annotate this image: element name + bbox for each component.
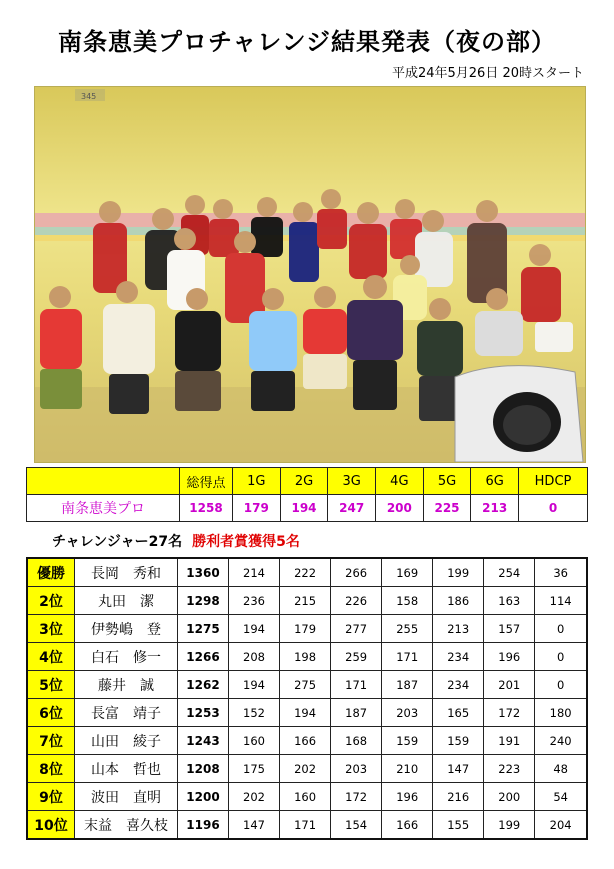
hdcp-cell: 36 bbox=[535, 558, 587, 587]
header-game-3: 3G bbox=[328, 468, 376, 495]
player-name-cell: 山本 哲也 bbox=[75, 755, 178, 783]
game-score-cell: 234 bbox=[433, 643, 484, 671]
total-score-cell: 1360 bbox=[178, 558, 229, 587]
pro-total: 1258 bbox=[180, 495, 233, 522]
game-score-cell: 254 bbox=[484, 558, 535, 587]
game-score-cell: 196 bbox=[382, 783, 433, 811]
rank-cell: 7位 bbox=[27, 727, 75, 755]
game-score-cell: 172 bbox=[484, 699, 535, 727]
challenger-count: チャレンジャー27名 bbox=[52, 534, 183, 550]
results-body bbox=[27, 558, 587, 839]
game-score-cell: 171 bbox=[382, 643, 433, 671]
player-name-cell: 山田 綾子 bbox=[75, 727, 178, 755]
pro-game-6: 213 bbox=[471, 495, 519, 522]
total-score-cell: 1262 bbox=[178, 671, 229, 699]
game-score-cell: 210 bbox=[382, 755, 433, 783]
game-score-cell: 202 bbox=[229, 783, 280, 811]
game-score-cell: 214 bbox=[229, 558, 280, 587]
game-score-cell: 179 bbox=[280, 615, 331, 643]
game-score-cell: 187 bbox=[382, 671, 433, 699]
game-score-cell: 275 bbox=[280, 671, 331, 699]
hdcp-cell: 48 bbox=[535, 755, 587, 783]
hdcp-cell: 180 bbox=[535, 699, 587, 727]
game-score-cell: 191 bbox=[484, 727, 535, 755]
game-score-cell: 223 bbox=[484, 755, 535, 783]
game-score-cell: 266 bbox=[331, 558, 382, 587]
table-row bbox=[27, 643, 587, 671]
game-score-cell: 147 bbox=[433, 755, 484, 783]
game-score-cell: 259 bbox=[331, 643, 382, 671]
game-score-cell: 160 bbox=[229, 727, 280, 755]
game-score-cell: 199 bbox=[433, 558, 484, 587]
table-row bbox=[27, 811, 587, 840]
pro-game-1: 179 bbox=[233, 495, 281, 522]
rank-cell: 8位 bbox=[27, 755, 75, 783]
pro-table-header bbox=[27, 468, 588, 495]
game-score-cell: 171 bbox=[331, 671, 382, 699]
table-row bbox=[27, 755, 587, 783]
table-row bbox=[27, 783, 587, 811]
game-score-cell: 222 bbox=[280, 558, 331, 587]
rank-cell: 9位 bbox=[27, 783, 75, 811]
rank-cell: 3位 bbox=[27, 615, 75, 643]
pro-game-2: 194 bbox=[280, 495, 328, 522]
game-score-cell: 186 bbox=[433, 587, 484, 615]
player-name-cell: 丸田 潔 bbox=[75, 587, 178, 615]
header-game-4: 4G bbox=[376, 468, 424, 495]
game-score-cell: 165 bbox=[433, 699, 484, 727]
rank-cell: 10位 bbox=[27, 811, 75, 840]
event-date: 平成24年5月26日 20時スタート bbox=[391, 66, 584, 81]
pro-name: 南条恵美プロ bbox=[27, 495, 180, 522]
game-score-cell: 201 bbox=[484, 671, 535, 699]
game-score-cell: 187 bbox=[331, 699, 382, 727]
game-score-cell: 171 bbox=[280, 811, 331, 840]
rank-cell: 2位 bbox=[27, 587, 75, 615]
game-score-cell: 158 bbox=[382, 587, 433, 615]
game-score-cell: 157 bbox=[484, 615, 535, 643]
page-title: 南条恵美プロチャレンジ結果発表（夜の部） bbox=[57, 28, 557, 56]
header-game-5: 5G bbox=[423, 468, 471, 495]
group-photo bbox=[34, 86, 586, 463]
header-game-6: 6G bbox=[471, 468, 519, 495]
game-score-cell: 159 bbox=[382, 727, 433, 755]
total-score-cell: 1266 bbox=[178, 643, 229, 671]
total-score-cell: 1253 bbox=[178, 699, 229, 727]
game-score-cell: 202 bbox=[280, 755, 331, 783]
pro-game-3: 247 bbox=[328, 495, 376, 522]
game-score-cell: 196 bbox=[484, 643, 535, 671]
game-score-cell: 152 bbox=[229, 699, 280, 727]
game-score-cell: 226 bbox=[331, 587, 382, 615]
game-score-cell: 203 bbox=[331, 755, 382, 783]
player-name-cell: 末益 喜久枝 bbox=[75, 811, 178, 840]
group-photo-illustration bbox=[35, 87, 585, 462]
total-score-cell: 1208 bbox=[178, 755, 229, 783]
hdcp-cell: 0 bbox=[535, 615, 587, 643]
total-score-cell: 1196 bbox=[178, 811, 229, 840]
player-name-cell: 白石 修一 bbox=[75, 643, 178, 671]
game-score-cell: 155 bbox=[433, 811, 484, 840]
player-name-cell: 長富 靖子 bbox=[75, 699, 178, 727]
hdcp-cell: 54 bbox=[535, 783, 587, 811]
game-score-cell: 208 bbox=[229, 643, 280, 671]
table-row bbox=[27, 671, 587, 699]
header-blank-cell bbox=[27, 468, 180, 495]
pro-row bbox=[27, 495, 588, 522]
results-table bbox=[26, 557, 588, 840]
game-score-cell: 172 bbox=[331, 783, 382, 811]
game-score-cell: 168 bbox=[331, 727, 382, 755]
hdcp-cell: 240 bbox=[535, 727, 587, 755]
lane-sign: 345 bbox=[81, 92, 97, 101]
game-score-cell: 166 bbox=[280, 727, 331, 755]
hdcp-cell: 114 bbox=[535, 587, 587, 615]
hdcp-cell: 0 bbox=[535, 671, 587, 699]
hdcp-cell: 0 bbox=[535, 643, 587, 671]
player-name-cell: 伊勢嶋 登 bbox=[75, 615, 178, 643]
game-score-cell: 166 bbox=[382, 811, 433, 840]
game-score-cell: 213 bbox=[433, 615, 484, 643]
game-score-cell: 194 bbox=[280, 699, 331, 727]
pro-game-4: 200 bbox=[376, 495, 424, 522]
pro-hdcp: 0 bbox=[519, 495, 588, 522]
rank-cell: 4位 bbox=[27, 643, 75, 671]
header-total: 総得点 bbox=[180, 468, 233, 495]
game-score-cell: 163 bbox=[484, 587, 535, 615]
total-score-cell: 1298 bbox=[178, 587, 229, 615]
game-score-cell: 175 bbox=[229, 755, 280, 783]
hdcp-cell: 204 bbox=[535, 811, 587, 840]
table-row bbox=[27, 699, 587, 727]
game-score-cell: 154 bbox=[331, 811, 382, 840]
header-hdcp: HDCP bbox=[519, 468, 588, 495]
game-score-cell: 194 bbox=[229, 671, 280, 699]
table-row bbox=[27, 615, 587, 643]
header-game-1: 1G bbox=[233, 468, 281, 495]
winner-note: 勝利者賞獲得5名 bbox=[192, 534, 300, 550]
game-score-cell: 200 bbox=[484, 783, 535, 811]
rank-cell: 5位 bbox=[27, 671, 75, 699]
game-score-cell: 215 bbox=[280, 587, 331, 615]
player-name-cell: 波田 直明 bbox=[75, 783, 178, 811]
player-name-cell: 藤井 誠 bbox=[75, 671, 178, 699]
rank-cell: 6位 bbox=[27, 699, 75, 727]
game-score-cell: 277 bbox=[331, 615, 382, 643]
table-row bbox=[27, 558, 587, 587]
game-score-cell: 194 bbox=[229, 615, 280, 643]
game-score-cell: 236 bbox=[229, 587, 280, 615]
total-score-cell: 1243 bbox=[178, 727, 229, 755]
game-score-cell: 147 bbox=[229, 811, 280, 840]
pro-score-table bbox=[26, 467, 588, 522]
game-score-cell: 216 bbox=[433, 783, 484, 811]
table-row bbox=[27, 587, 587, 615]
game-score-cell: 199 bbox=[484, 811, 535, 840]
rank-cell: 優勝 bbox=[27, 558, 75, 587]
game-score-cell: 169 bbox=[382, 558, 433, 587]
game-score-cell: 160 bbox=[280, 783, 331, 811]
game-score-cell: 255 bbox=[382, 615, 433, 643]
challenger-summary bbox=[52, 531, 300, 551]
game-score-cell: 234 bbox=[433, 671, 484, 699]
total-score-cell: 1200 bbox=[178, 783, 229, 811]
table-row bbox=[27, 727, 587, 755]
header-game-2: 2G bbox=[280, 468, 328, 495]
game-score-cell: 159 bbox=[433, 727, 484, 755]
pro-game-5: 225 bbox=[423, 495, 471, 522]
game-score-cell: 198 bbox=[280, 643, 331, 671]
game-score-cell: 203 bbox=[382, 699, 433, 727]
player-name-cell: 長岡 秀和 bbox=[75, 558, 178, 587]
total-score-cell: 1275 bbox=[178, 615, 229, 643]
